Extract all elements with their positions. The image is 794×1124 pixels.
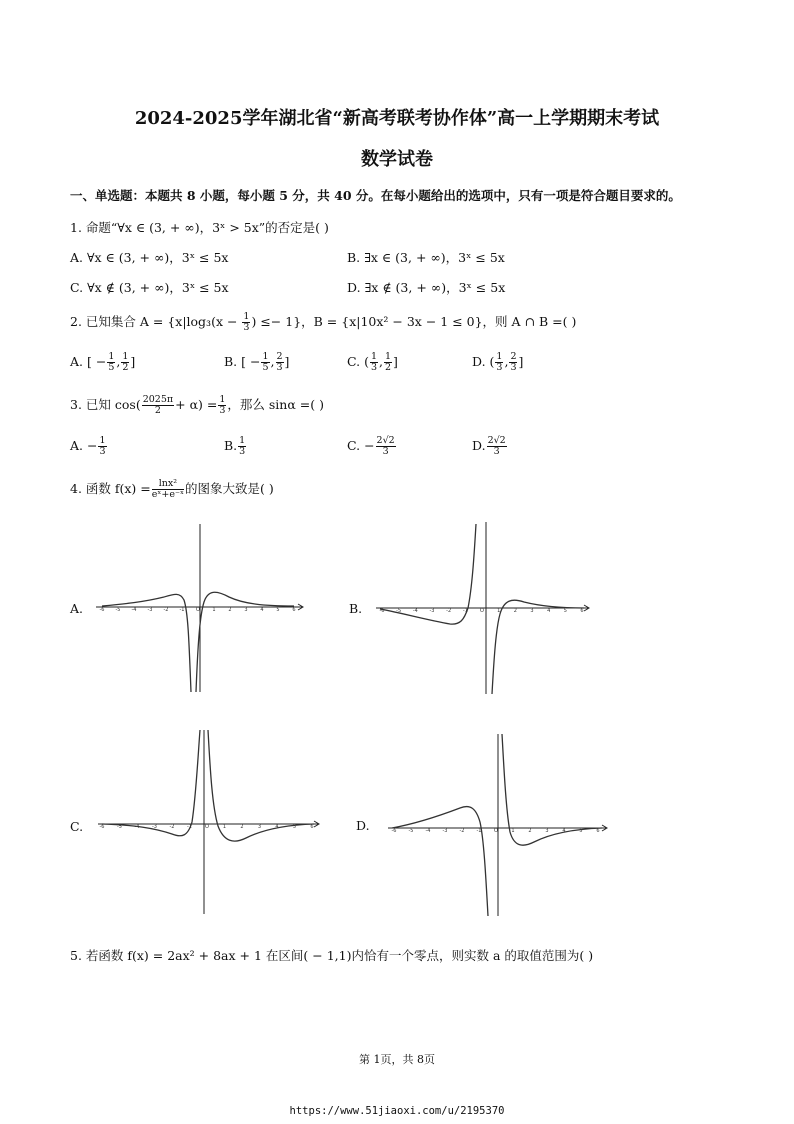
q3-option-a: A. − $\frac{1}{3}$ <box>70 435 106 457</box>
x-tick-label: 5 <box>563 608 567 614</box>
watermark-url[interactable]: https://www.51jiaoxi.com/u/2195370 <box>289 1105 505 1117</box>
q1-option-b: B. ∃x ∈ (3, + ∞)，3ˣ ≤ 5x <box>347 250 505 265</box>
q2-option-c: C. ( $\frac{1}{3}$ , $\frac{1}{2}$ ] <box>347 351 398 373</box>
exam-subtitle: 数学试卷 <box>361 149 433 170</box>
x-tick-label: O <box>196 607 200 613</box>
graph-d-curve <box>392 734 602 916</box>
x-tick-label: 2 <box>528 828 532 834</box>
x-tick-label: O <box>205 824 209 830</box>
q1-stem: 1. 命题“∀x ∈ (3, + ∞)，3ˣ > 5x”的否定是( ) <box>70 220 329 235</box>
x-tick-label: 4 <box>547 608 551 614</box>
q1-option-a: A. ∀x ∈ (3, + ∞)，3ˣ ≤ 5x <box>70 250 229 265</box>
q2-fraction: $\frac{1}{3}$ <box>243 311 250 333</box>
graph-b-ticks <box>380 608 584 614</box>
x-tick-label: -2 <box>163 607 169 613</box>
q4-option-c-label: C. <box>70 819 84 834</box>
q4-graph-c <box>94 726 324 918</box>
x-tick-label: 3 <box>244 607 248 613</box>
q2-stem <box>70 312 576 333</box>
x-tick-label: -3 <box>152 824 157 830</box>
x-tick-label: 6 <box>310 824 314 830</box>
page-footer: 第 1页，共 8页 <box>359 1053 435 1066</box>
exam-title: 2024-2025学年湖北省“新高考联考协作体”高一上学期期末考试 <box>134 108 660 129</box>
x-tick-label: 3 <box>257 824 262 830</box>
x-tick-label: 6 <box>292 607 296 613</box>
q3-option-c: C. − $\frac{2√2}{3}$ <box>347 435 395 457</box>
q2-option-b: B. [ − $\frac{1}{5}$ , $\frac{2}{3}$ ] <box>224 351 290 373</box>
x-tick-label: 2 <box>228 607 232 613</box>
x-tick-label: 5 <box>276 607 280 613</box>
x-tick-label: -3 <box>429 608 435 614</box>
q3-option-d: D. $\frac{2√2}{3}$ <box>472 435 506 457</box>
x-tick-label: 2 <box>513 608 517 614</box>
x-tick-label: 3 <box>530 608 534 614</box>
q1-option-c: C. ∀x ∉ (3, + ∞)，3ˣ ≤ 5x <box>70 280 229 295</box>
q3-stem: 3. 已知 cos( $\frac{2025\pi}{2}$ + α) = $\frac{1}{3}$ ，那么 sinα =( ) <box>70 394 324 416</box>
x-tick-label: -5 <box>396 608 402 614</box>
x-tick-label: O <box>494 828 498 834</box>
x-tick-label: -1 <box>187 824 192 830</box>
x-tick-label: -3 <box>442 828 448 834</box>
x-tick-label: 4 <box>260 607 264 613</box>
q4-option-d-label: D. <box>356 818 370 833</box>
x-tick-label: -3 <box>147 607 153 613</box>
x-tick-label: 4 <box>275 824 279 830</box>
graph-d-axes <box>388 734 607 916</box>
x-tick-label: -5 <box>115 607 121 613</box>
x-tick-label: -5 <box>117 824 122 830</box>
x-tick-label: -1 <box>462 608 468 614</box>
x-tick-label: -2 <box>459 828 465 834</box>
x-tick-label: -4 <box>412 608 418 614</box>
x-tick-label: 3 <box>545 828 549 834</box>
q4-graph-d <box>384 730 612 920</box>
x-tick-label: -6 <box>99 607 105 613</box>
x-tick-label: 6 <box>580 608 584 614</box>
x-tick-label: 2 <box>240 824 244 830</box>
q4-graph-a <box>94 520 308 696</box>
x-tick-label: 4 <box>562 828 566 834</box>
x-tick-label: O <box>480 608 484 614</box>
q4-stem: 4. 函数 f(x) = $\frac{\text{lnx²}}{\text{eˣ+e⁻ˣ}}$ 的图象大致是( ) <box>70 478 274 500</box>
section-heading: 一、单选题：本题共 8 小题，每小题 5 分，共 40 分。在每小题给出的选项中，只有一项是符合题目要求的。 <box>70 188 681 203</box>
x-tick-label: 1 <box>497 608 501 614</box>
x-tick-label: -1 <box>179 607 185 613</box>
x-tick-label: 1 <box>212 607 216 613</box>
x-tick-label: 5 <box>579 828 583 834</box>
x-tick-label: -6 <box>99 824 105 830</box>
x-tick-label: -4 <box>134 824 140 830</box>
q2-stem-part-b: ) ≤− 1}，B = {x|10x² − 3x − 1 ≤ 0}，则 A ∩ B =( ) <box>251 314 577 329</box>
q4-option-a-label: A. <box>70 601 84 616</box>
q4-graph-b <box>372 518 594 698</box>
x-tick-label: 1 <box>222 824 227 830</box>
x-tick-label: -4 <box>425 828 431 834</box>
x-tick-label: 1 <box>511 828 515 834</box>
x-tick-label: -1 <box>476 828 482 834</box>
q1-option-d: D. ∃x ∉ (3, + ∞)，3ˣ ≤ 5x <box>347 280 506 295</box>
x-tick-label: -6 <box>391 828 397 834</box>
graph-c-axes <box>98 730 319 914</box>
x-tick-label: -5 <box>408 828 414 834</box>
x-tick-label: -6 <box>379 608 385 614</box>
x-tick-label: -4 <box>131 607 137 613</box>
x-tick-label: 6 <box>596 828 600 834</box>
q3-option-b: B. $\frac{1}{3}$ <box>224 435 246 457</box>
q4-option-b-label: B. <box>349 601 363 616</box>
q2-option-d: D. ( $\frac{1}{3}$ , $\frac{2}{3}$ ] <box>472 351 524 373</box>
graph-a-ticks <box>100 607 296 613</box>
q5-stem: 5. 若函数 f(x) = 2ax² + 8ax + 1 在区间( − 1,1)内恰有一个零点，则实数 a 的取值范围为( ) <box>70 948 594 963</box>
q2-option-a: A. [ − $\frac{1}{5}$ , $\frac{1}{2}$ ] <box>70 351 136 373</box>
x-tick-label: 5 <box>292 824 297 830</box>
q2-stem-part-a: 2. 已知集合 A = {x|log₃(x − <box>70 314 242 329</box>
x-tick-label: -2 <box>446 608 452 614</box>
x-tick-label: -2 <box>169 824 175 830</box>
